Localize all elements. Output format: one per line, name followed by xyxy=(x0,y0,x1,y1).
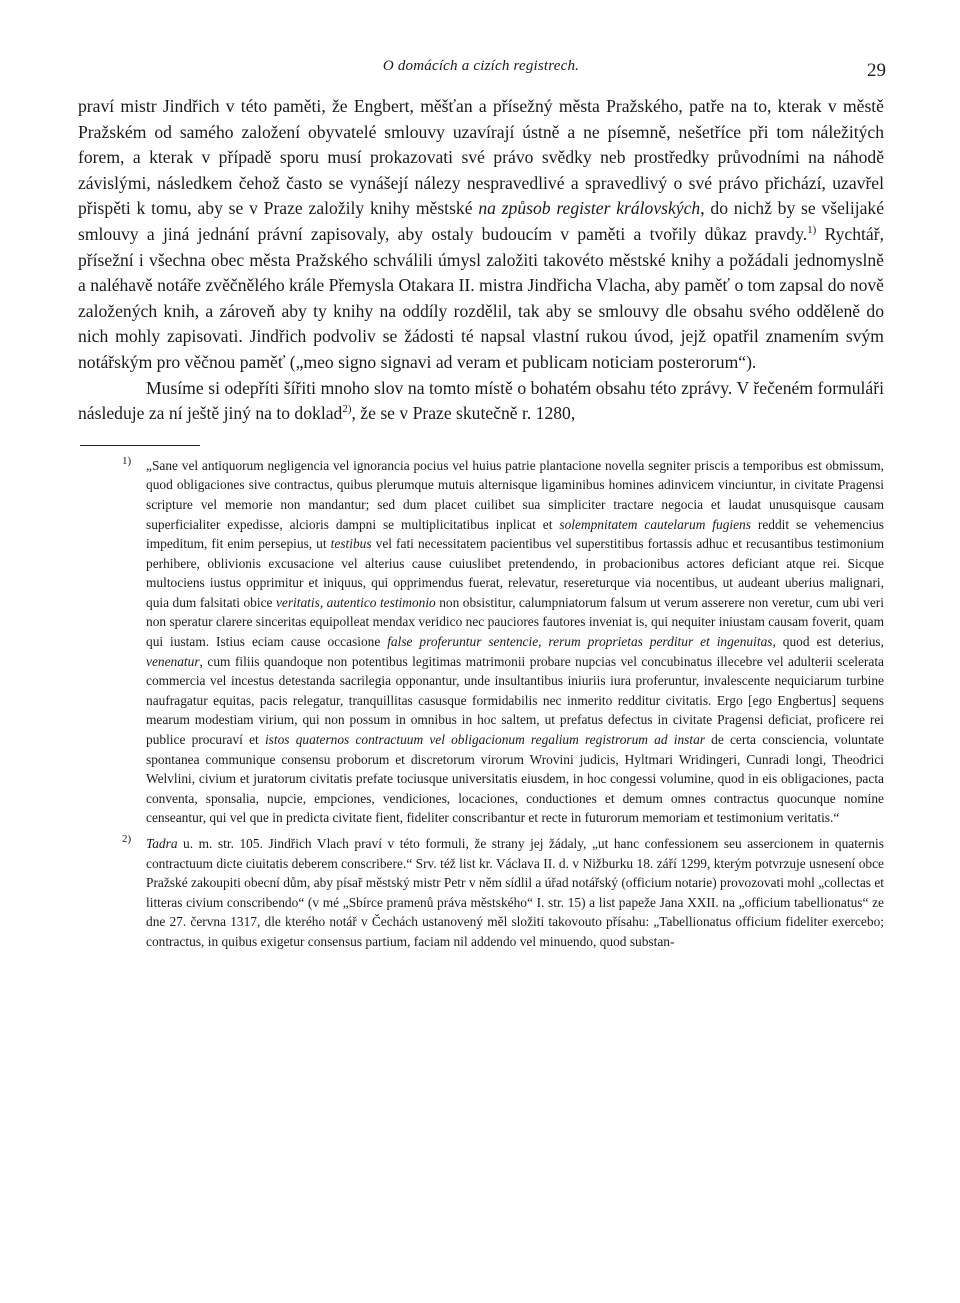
page-number: 29 xyxy=(867,60,886,81)
fn1-text: vel fati necessitatem pacientibus vel superstitibus fortassis adhuc et recusantibus testimonium perhibere, oblivionis excusacione vel alterius cause cuiuslibet pretendendo, in probacionibus actores deficiant atque rei. Sicque multociens iustus opprimitur et iniquus, qui opprimendus fuerat, relevatur, resereturque via nocentibus, ut audeant uberius malignari, quia dum falsitati obice xyxy=(146,536,884,610)
footnote-1-mark: 1) xyxy=(122,454,132,467)
footnote-2-mark: 2) xyxy=(122,833,132,845)
footnote-2-body xyxy=(146,834,884,952)
fn1-text: „Sane vel antiquorum negligencia vel ignorancia pocius vel huius patrie plantacione novella segniter priscis a temporibus est obmissum, quod obligaciones sive contractus, quibus plerumque mutuis alternisque ligaminibus homines adinvicem vinciuntur, in civitate Pragensi scripture vel memorie non mandantur; sed dum placet cuilibet sua simpliciter tractare negocia et laudat unusquisque causam superficialiter expedisse, alcioris dampni se multiplicitatibus inplicat et xyxy=(146,457,884,532)
footnote-ref-2: 2) xyxy=(342,403,352,416)
p2-text-a: Musíme si odepříti šířiti mnoho slov na tomto místě o bohatém obsahu této zprávy. V řečeném formuláři následuje za ní ještě jiný na to doklad xyxy=(78,377,884,424)
running-title: O domácích a cizích registrech. xyxy=(382,58,580,74)
fn2-text: u. m. str. 105. Jindřich Vlach praví v této formuli, že strany jej žádaly, „ut hanc confessionem seu assercionem in quaternis contractuum dicte ciuitatis deberem conscribere.“ Srv. též list kr. Václava II. d. v Nižburku 18. září 1299, kterým potvrzuje usnesení obce Pražské zakoupiti obecní dům, aby písař městský mistr Petr v něm sídlil a úřad notářský (officium notarie) provozovati mohl „collectas et litteras civium conscribendo“ (v mé „Sbírce pramenů práva městského“ I. str. 15) a list papeže Jana XXII. na „officium tabellionatus“ ze dne 27. června 1317, dle kterého notář v Čechách ustanovený měl složiti takovouto přísahu: „Tabellionatus officium fideliter exercebo; contractus, in quibus exigetur consensus partium, faciam nil addendo vel minuendo, quod substan- xyxy=(146,836,884,949)
p2-text-b: , že se v Praze skutečně r. 1280, xyxy=(351,403,576,424)
fn1-text: non obsistitur, calumpniatorum falsum ut verum asserere non veretur, cum ubi veri non speratur clarere sinceritas equipolleat mendax veridico nec pauciores fautores inveniat is, qui nequiter iniustam causam foverit, quam qui iustam. Istius eciam cause occasione xyxy=(146,594,884,650)
main-text xyxy=(78,94,884,427)
book-page xyxy=(78,58,884,958)
p1-text-c: Rychtář, přísežní i všechna obec města Pražského schválili úmysl založiti takovéto městské knihy a požádali jednomyslně a naléhavě notáře zvěčnělého krále Přemysla Otakara II. mistra Jindřicha Vlacha, aby paměť o tom zapsal do nově založených knih, a zároveň aby ty knihy na oddíly rozdělil, tak aby se smlouvy dle obsahu svého odděleně do nich mohly zapisovati. Jindřich podvoliv se žádosti té napsal vlastní rukou úvod, jejž opatřil znamením svým notářským pro věčnou paměť („meo signo signavi ad veram et publicam noticiam posterorum“). xyxy=(78,223,884,372)
footnote-1-body xyxy=(146,456,884,828)
footnote-2 xyxy=(78,834,884,952)
fn1-text: , cum filiis quandoque non potentibus legitimas matrimonii probare nupcias vel concubinatus illecebre vel adulterii scelerata commercia vel incestus detestanda sacrilegia opponantur, unde insultantibus iniuriis iura proferuntur, invalescente nequiciarum turbine naufragatur equitas, pacis relegatur, tranquillitas casusque formidabilis nec inmerito redditur civitatis. Ergo [ego Engbertus] sequens mearum modestiam virium, qui non possum in omnibus in hoc saltem, ut prefatus defectus in civitate Pragensi deficiat, proficere rei publice procuraví et xyxy=(146,653,884,748)
fn1-italic: solempnitatem cautelarum fugiens xyxy=(559,516,751,532)
running-head xyxy=(78,58,884,86)
footnote-ref-1: 1) xyxy=(807,224,817,237)
p1-text-b: , do nichž by se všelijaké smlouvy a jiná jednání právní zapisovaly, aby ostaly budoucím v paměti a tvořily důkaz pravdy. xyxy=(78,198,885,244)
fn1-italic: veritatis, autentico testimonio xyxy=(275,594,436,610)
fn1-italic: venenatur xyxy=(146,653,200,669)
fn1-text: reddit se vehemencius impeditum, fit enim persepius, ut xyxy=(146,516,884,552)
paragraph-2 xyxy=(78,376,884,427)
fn1-text: , quod est deterius, xyxy=(772,634,884,650)
fn1-text: de certa consciencia, voluntate spontanea communique consensu proborum et discretorum virorum Wrovini judicis, Hyltmari Wridingeri, Cunradi longi, Theodrici Welvlini, civium et juratorum civitatis prefate tociusque universitatis eiusdem, in hoc congessi volumine, quod in eis obligaciones, pacta conventa, sponsalia, nupcie, empciones, vendiciones, locaciones, conductiones et demum omnes contractus quocunque nomine censeantur, qui vel que in predicta civitate fient, fideliter conscribantur et recte in futurorum memoriam et testimonium veritatis.“ xyxy=(146,732,885,826)
p1-italic: na způsob register královských xyxy=(478,198,701,219)
paragraph-1 xyxy=(78,94,884,376)
fn1-italic: istos quaternos contractuum vel obligacionum regalium registrorum ad instar xyxy=(264,732,705,748)
p1-text-a: praví mistr Jindřich v této paměti, že Engbert, měšťan a přísežný města Pražského, patře na to, kterak v městě Pražském od samého založení obyvatelé smlouvy uzavírají ústně a ne písemně, nešetříce při tom náležitých forem, a kterak v případě sporu musí prokazovati své právo svědky neb prostředky průvodními na náhodě závislými, následkem čehož často se vynášejí nálezy nespravedlivé a spravedlivý o své právo přichází, uzavřel přispěti k tomu, aby se v Praze založily knihy městské xyxy=(78,96,884,219)
fn1-italic: testibus xyxy=(330,536,372,552)
footnote-1 xyxy=(78,456,884,828)
fn1-italic: false proferuntur sentencie, rerum proprietas perditur et ingenuitas xyxy=(387,634,773,650)
footnote-divider xyxy=(80,445,200,446)
fn2-italic: Tadra xyxy=(146,836,178,851)
